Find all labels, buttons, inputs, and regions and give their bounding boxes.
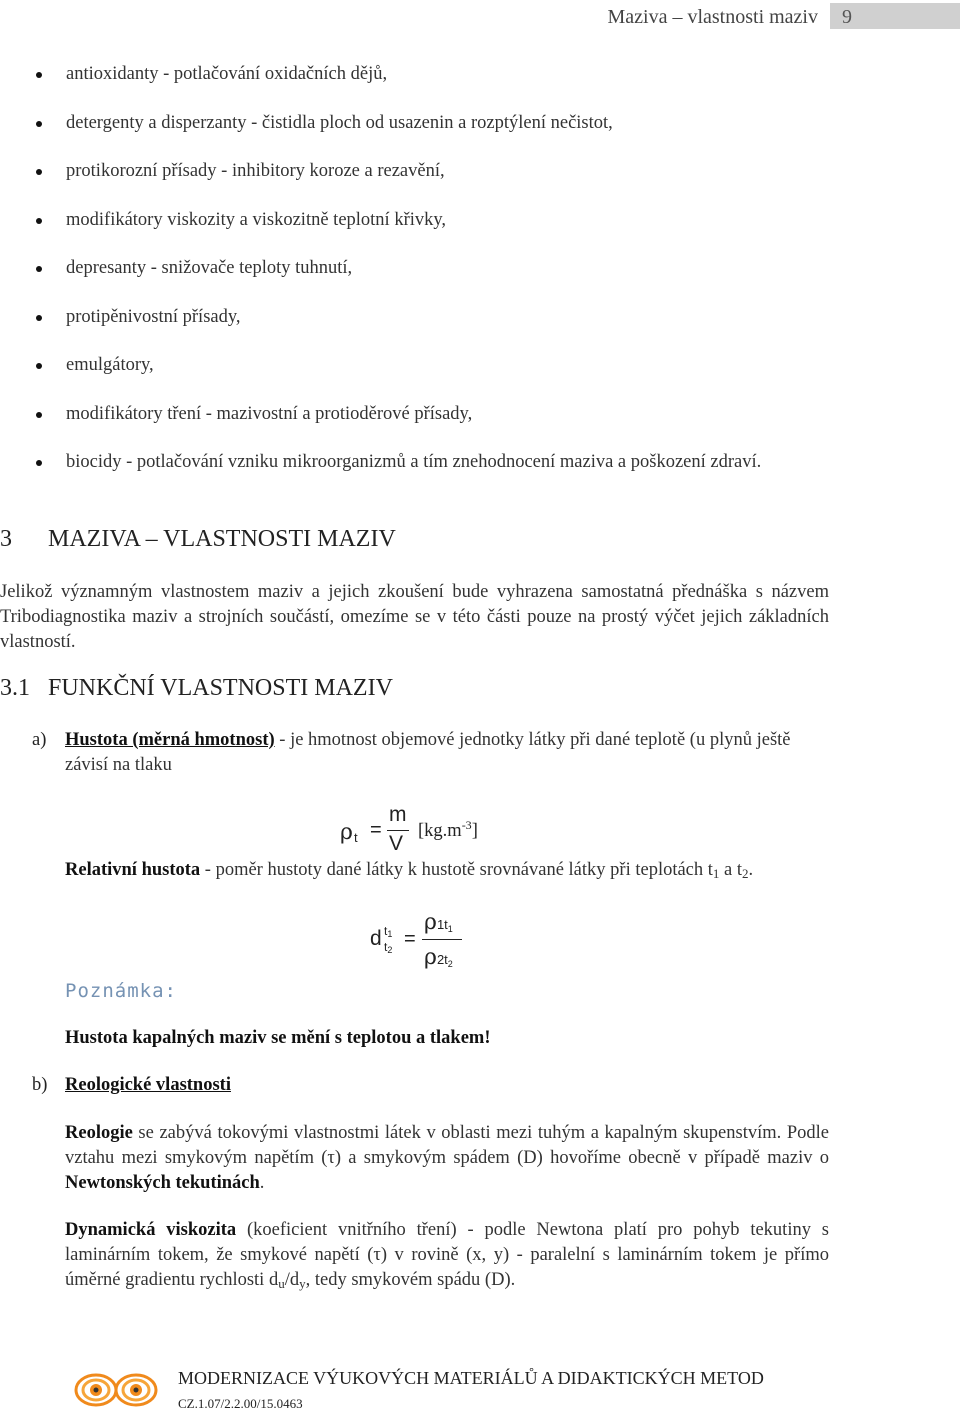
density-definition: Hustota (měrná hmotnost) - je hmotnost objemové jednotky látky při dané teplotě (u plynů ještě závisí na tlaku <box>65 730 791 775</box>
section-title: MAZIVA – VLASTNOSTI MAZIV <box>48 526 396 552</box>
list-item: detergenty a disperzanty - čistidla ploch od usazenin a rozptýlení nečistot, <box>36 111 836 136</box>
note-label: Poznámka: <box>65 980 177 1002</box>
d-symbol: d <box>370 927 382 950</box>
section-number: 3.1 <box>0 675 30 701</box>
running-header-title: Maziva – vlastnosti maziv <box>607 6 818 28</box>
relative-density-text: Relativní hustota - poměr hustoty dané látky k hustotě srovnávané látky při teplotách $t_1$ a $t_2$. <box>65 860 754 881</box>
fraction-bar <box>387 830 409 831</box>
reology-paragraph: Reologie se zabývá tokovými vlastnostmi látek v oblasti mezi tuhým a kapalným skupenstvím. Podle vztahu mezi smykovým napětím (τ) a smykovým spádem (D) hovoříme obecně v případě maziv o Newtonských tekutinách. <box>65 1123 829 1193</box>
bullet-icon <box>36 315 42 321</box>
section-3-paragraph: Jelikož významným vlastnostem maziv a jejich zkoušení bude vyhrazena samostatná přednáška s názvem Tribodiagnostika maziv a strojních součástí, omezíme se v této části pouze na prostý výčet jejich základních vlastností. <box>0 582 829 652</box>
section-title: FUNKČNÍ VLASTNOSTI MAZIV <box>48 675 393 701</box>
eyes-logo-icon <box>72 1366 162 1412</box>
equals-sign: = <box>404 928 416 950</box>
rho-denominator: ρ2t2 <box>424 945 453 970</box>
density-formula <box>340 800 540 860</box>
item-b-heading: Reologické vlastnosti <box>65 1075 231 1095</box>
list-item: depresanty - snižovače teploty tuhnutí, <box>36 256 836 281</box>
bullet-icon <box>36 266 42 272</box>
section-3-1-heading <box>0 675 393 702</box>
fraction-denominator: V <box>389 832 404 855</box>
list-item: modifikátory viskozity a viskozitně teplotní křivky, <box>36 208 836 233</box>
rho-numerator: ρ1t1 <box>424 910 453 935</box>
list-item: protikorozní přísady - inhibitory koroze a rezavění, <box>36 159 836 184</box>
fraction-bar <box>422 939 462 940</box>
bullet-icon <box>36 460 42 466</box>
bullet-icon <box>36 169 42 175</box>
equals-sign: = <box>370 819 382 841</box>
bullet-icon <box>36 218 42 224</box>
additives-list <box>36 62 836 499</box>
viscosity-paragraph: Dynamická viskozita (koeficient vnitřního tření) - podle Newtona platí pro pohyb tekutiny s laminárním tokem, že smykové napětí (τ) v rovině (x, y) - paralelní s laminárním tokem je přímo úměrné gradientu rychlosti $d_u/d_y$, tedy smykovém spádu (D). <box>65 1220 829 1291</box>
list-item: antioxidanty - potlačování oxidačních dějů, <box>36 62 836 87</box>
bullet-icon <box>36 72 42 78</box>
density-term: Hustota (měrná hmotnost) <box>65 730 275 750</box>
rho-subscript: t <box>354 830 358 845</box>
fraction-numerator: m <box>389 803 407 826</box>
list-item: emulgátory, <box>36 353 836 378</box>
bold-note: Hustota kapalných maziv se mění s teplotou a tlakem! <box>65 1028 491 1048</box>
bullet-icon <box>36 412 42 418</box>
unit: $[kg.m^{-3}]$ <box>418 818 478 841</box>
section-number: 3 <box>0 526 12 552</box>
item-b-label: b) <box>32 1075 48 1095</box>
list-item: modifikátory tření - mazivostní a protioděrové přísady, <box>36 402 836 427</box>
item-a-label: a) <box>32 730 47 750</box>
bullet-icon <box>36 363 42 369</box>
list-item: protipěnivostní přísady, <box>36 305 836 330</box>
list-item: biocidy - potlačování vzniku mikroorganizmů a tím znehodnocení maziva a poškození zdraví. <box>36 450 836 475</box>
footer-project-title: MODERNIZACE VÝUKOVÝCH MATERIÁLŮ A DIDAKTICKÝCH METOD <box>178 1368 764 1388</box>
project-logo <box>72 1366 162 1412</box>
relative-density-term: Relativní hustota <box>65 860 201 880</box>
rho-symbol: ρ <box>340 820 353 845</box>
bullet-icon <box>36 121 42 127</box>
section-3-heading <box>0 526 396 553</box>
footer-project-code: CZ.1.07/2.2.00/15.0463 <box>178 1396 303 1411</box>
page-number: 9 <box>830 3 960 29</box>
relative-density-formula: d t1 t2 = ρ1t1 ρ2t2 <box>368 912 488 982</box>
